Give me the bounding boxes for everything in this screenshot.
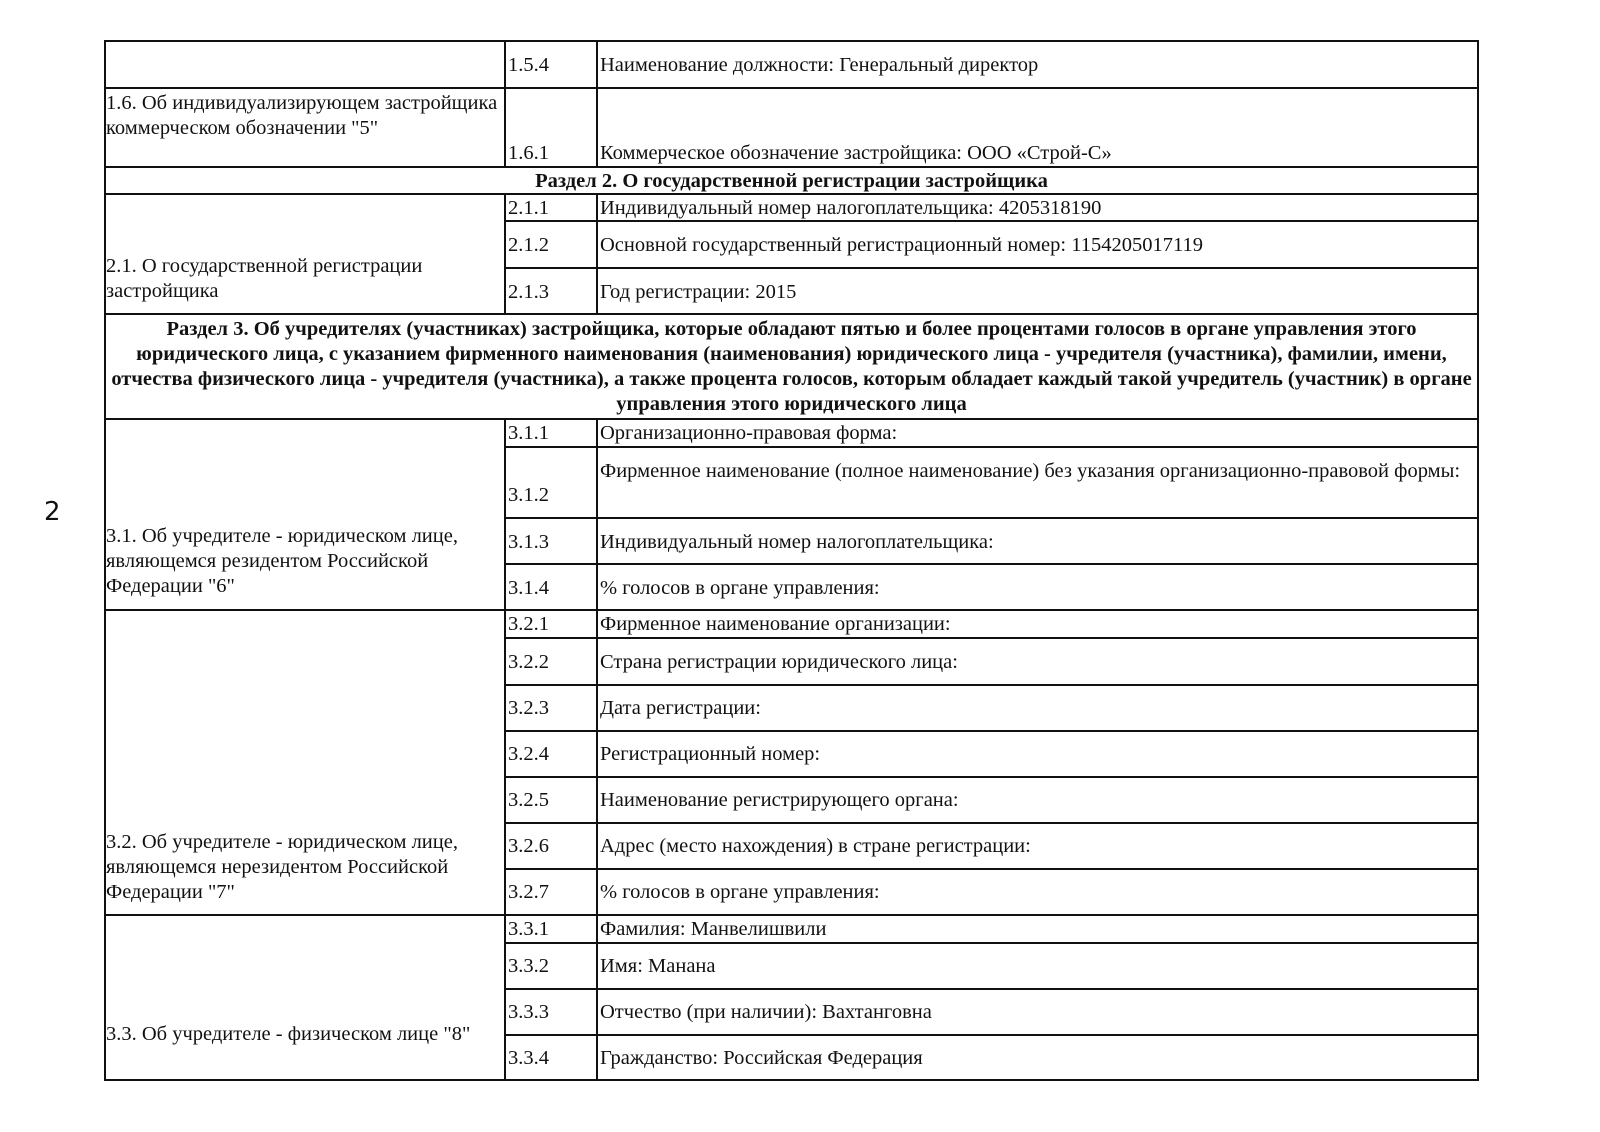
item-number: 2.1.3 bbox=[508, 281, 549, 303]
row-divider bbox=[506, 637, 1477, 639]
item-text: Регистрационный номер: bbox=[600, 743, 821, 765]
row-divider bbox=[506, 868, 1477, 870]
item-text: Страна регистрации юридического лица: bbox=[600, 651, 958, 673]
item-text: Адрес (место нахождения) в стране регистрации: bbox=[600, 835, 1031, 857]
item-number: 3.1.2 bbox=[508, 484, 549, 506]
row-divider bbox=[506, 942, 1477, 944]
row-divider bbox=[506, 446, 1477, 448]
row-divider bbox=[506, 684, 1477, 686]
item-number: 3.2.1 bbox=[508, 613, 549, 635]
item-number: 3.2.2 bbox=[508, 651, 549, 673]
item-number: 3.2.6 bbox=[508, 835, 549, 857]
row-divider bbox=[506, 220, 1477, 222]
item-text: Фамилия: Манвелишвили bbox=[600, 918, 827, 940]
item-text: % голосов в органе управления: bbox=[600, 881, 880, 903]
item-number: 3.1.4 bbox=[508, 577, 549, 599]
item-text: Наименование должности: Генеральный директор bbox=[600, 54, 1039, 76]
item-number: 2.1.1 bbox=[508, 197, 549, 219]
item-number: 3.2.3 bbox=[508, 697, 549, 719]
item-number: 1.5.4 bbox=[508, 54, 549, 76]
item-text: Год регистрации: 2015 bbox=[600, 281, 797, 303]
row-divider bbox=[106, 418, 1477, 420]
item-number: 3.3.4 bbox=[508, 1047, 549, 1069]
item-number: 3.1.1 bbox=[508, 422, 549, 444]
item-text: Дата регистрации: bbox=[600, 697, 761, 719]
item-text: Гражданство: Российская Федерация bbox=[600, 1047, 923, 1069]
page-number: 2 bbox=[44, 497, 61, 527]
row-divider bbox=[506, 1034, 1477, 1036]
item-text: Организационно-правовая форма: bbox=[600, 422, 898, 444]
item-number: 3.3.1 bbox=[508, 918, 549, 940]
row-divider bbox=[506, 730, 1477, 732]
row-divider bbox=[106, 914, 1477, 916]
item-number: 3.3.3 bbox=[508, 1001, 549, 1023]
item-text: % голосов в органе управления: bbox=[600, 577, 880, 599]
item-text: Индивидуальный номер налогоплательщика: 4205318190 bbox=[600, 197, 1102, 219]
group-label-3-3: 3.3. Об учредителе - физическом лице "8" bbox=[106, 1023, 471, 1045]
row-divider bbox=[506, 563, 1477, 565]
row-divider bbox=[506, 988, 1477, 990]
group-label-2-1: 2.1. О государственной регистрации застройщика bbox=[106, 255, 423, 302]
item-text: Коммерческое обозначение застройщика: ООО «Строй-С» bbox=[600, 142, 1112, 164]
item-number: 2.1.2 bbox=[508, 234, 549, 256]
row-divider bbox=[106, 166, 1477, 168]
developer-info-table bbox=[104, 40, 1479, 1081]
item-number: 3.3.2 bbox=[508, 955, 549, 977]
row-divider bbox=[506, 822, 1477, 824]
section-2-title: Раздел 2. О государственной регистрации застройщика bbox=[535, 170, 1048, 192]
row-divider bbox=[506, 517, 1477, 519]
row-divider bbox=[106, 609, 1477, 611]
row-divider bbox=[106, 87, 1477, 89]
group-label-3-2: 3.2. Об учредителе - юридическом лице, являющемся нерезидентом Российской Федерации "7" bbox=[106, 831, 458, 903]
row-divider bbox=[106, 313, 1477, 315]
item-text: Наименование регистрирующего органа: bbox=[600, 789, 959, 811]
item-number: 3.2.5 bbox=[508, 789, 549, 811]
item-number: 3.2.4 bbox=[508, 743, 549, 765]
row-divider bbox=[506, 776, 1477, 778]
item-text: Основной государственный регистрационный номер: 1154205017119 bbox=[600, 234, 1203, 256]
item-text: Фирменное наименование организации: bbox=[600, 613, 951, 635]
item-text: Индивидуальный номер налогоплательщика: bbox=[600, 531, 994, 553]
row-divider bbox=[506, 267, 1477, 269]
group-label-1-6: 1.6. Об индивидуализирующем застройщика коммерческом обозначении "5" bbox=[106, 92, 498, 139]
item-text: Имя: Манана bbox=[600, 955, 716, 977]
item-number: 3.1.3 bbox=[508, 531, 549, 553]
item-number: 1.6.1 bbox=[508, 142, 549, 164]
section-3-title: Раздел 3. Об учредителях (участниках) застройщика, которые обладают пятью и более процентами голосов в органе управления этого юридического лица, с указанием фирменного наименования (наименования) юридического лица - учредителя (участника), фамилии, имени, отчества физического лица - учредителя (участника), а также процента голосов, которым обладает каждый такой учредитель (участник) в органе управления этого юридического лица bbox=[111, 318, 1472, 415]
item-text: Фирменное наименование (полное наименование) без указания организационно-правовой формы: bbox=[600, 460, 1461, 482]
item-text: Отчество (при наличии): Вахтанговна bbox=[600, 1001, 932, 1023]
item-number: 3.2.7 bbox=[508, 881, 549, 903]
group-label-3-1: 3.1. Об учредителе - юридическом лице, являющемся резидентом Российской Федерации "6" bbox=[106, 525, 458, 597]
column-divider bbox=[504, 418, 506, 1081]
